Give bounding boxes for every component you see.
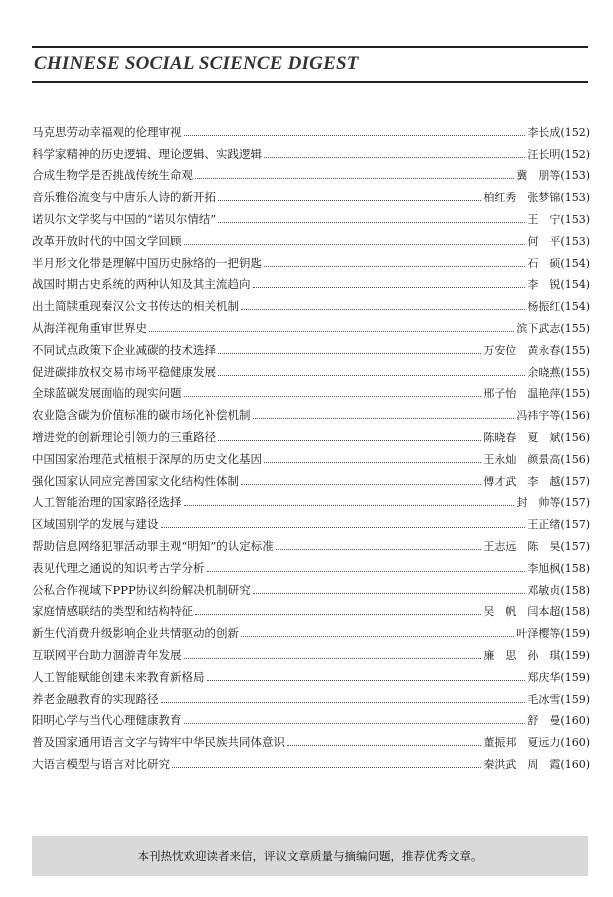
toc-entry-title: 普及国家通用语言文字与铸牢中华民族共同体意识 [32,735,285,750]
header-top-rule [32,46,588,48]
toc-entry [32,336,590,358]
toc-entry-title: 家庭情感联结的类型和结构特征 [32,604,193,619]
toc-dot-leader [207,571,526,572]
toc-entry-author-page: 李旭枫(158) [527,561,590,575]
toc-entry-title: 音乐雅俗流变与中唐乐人诗的新开拓 [32,190,216,205]
toc-dot-leader [218,353,481,354]
toc-dot-leader [184,244,526,245]
toc-entry [32,576,590,598]
toc-entry [32,663,590,685]
toc-dot-leader [207,680,526,681]
toc-dot-leader [195,178,514,179]
toc-dot-leader [149,331,514,332]
toc-entry-title: 战国时期古史系统的两种认知及其主流趋向 [32,277,251,292]
toc-dot-leader [184,723,526,724]
toc-entry-author-page: 李长成(152) [527,125,590,139]
toc-entry [32,467,590,489]
toc-entry [32,358,590,380]
toc-entry-title: 从海洋视角重审世界史 [32,320,147,335]
toc-entry [32,292,590,314]
toc-entry-title: 科学家精神的历史逻辑、理论逻辑、实践逻辑 [32,146,262,161]
toc-entry-author-page: 李 锐(154) [527,278,590,292]
toc-entry-title: 马克思劳动幸福观的伦理审视 [32,124,182,139]
toc-dot-leader [276,549,482,550]
toc-entry-author-page: 石 硕(154) [527,256,590,270]
toc-entry-author-page: 汪长明(152) [527,147,590,161]
toc-entry-title: 区域国别学的发展与建设 [32,517,159,532]
toc-dot-leader [241,636,514,637]
toc-entry-author-page: 余晓燕(155) [527,365,590,379]
toc-entry [32,205,590,227]
toc-entry-author-page: 邓敏贞(158) [527,583,590,597]
toc-entry [32,162,590,184]
toc-entry-title: 养老金融教育的实现路径 [32,691,159,706]
toc-entry [32,641,590,663]
toc-entry-title: 增进党的创新理论引领力的三重路径 [32,429,216,444]
toc-entry [32,619,590,641]
toc-entry [32,118,590,140]
toc-entry-title: 人工智能赋能创建未来教育新格局 [32,669,205,684]
toc-entry [32,401,590,423]
toc-entry-author-page: 邢子怡 温艳萍(155) [483,387,590,401]
toc-entry [32,685,590,707]
toc-entry [32,380,590,402]
toc-entry-title: 半月形文化带是理解中国历史脉络的一把钥匙 [32,255,262,270]
toc-entry-author-page: 冀 朋等(153) [516,169,590,183]
toc-entry-author-page: 吴 帆 闫本超(158) [483,605,590,619]
toc-entry-author-page: 傅才武 李 越(157) [483,474,590,488]
toc-entry [32,271,590,293]
toc-entry [32,750,590,772]
toc-dot-leader [161,702,526,703]
toc-dot-leader [218,440,481,441]
toc-entry-title: 不同试点政策下企业减碳的技术选择 [32,342,216,357]
toc-entry-author-page: 滨下武志(155) [516,321,590,335]
toc-dot-leader [264,157,525,158]
toc-entry-author-page: 杨振红(154) [527,300,590,314]
toc-entry-author-page: 董振邦 夏远力(160) [483,736,590,750]
toc-entry-title: 公私合作视域下PPP协议纠纷解决机制研究 [32,582,251,597]
toc-dot-leader [218,222,525,223]
toc-dot-leader [264,462,481,463]
toc-entry-title: 强化国家认同应完善国家文化结构性体制 [32,473,239,488]
toc-entry-author-page: 何 平(153) [527,234,590,248]
toc-entry [32,707,590,729]
toc-entry [32,532,590,554]
toc-entry-author-page: 封 帅等(157) [516,496,590,510]
toc-entry [32,445,590,467]
toc-entry [32,249,590,271]
toc-dot-leader [184,396,482,397]
toc-dot-leader [195,614,481,615]
toc-entry-title: 全球蓝碳发展面临的现实问题 [32,386,182,401]
table-of-contents [32,118,590,772]
toc-entry-author-page: 叶泽樱等(159) [516,627,590,641]
toc-entry-title: 诺贝尔文学奖与中国的“诺贝尔情结” [32,211,217,226]
toc-dot-leader [161,527,526,528]
footer-notice-band [32,836,588,876]
toc-entry-title: 合成生物学是否挑战传统生命观 [32,168,193,183]
toc-entry-author-page: 王志远 陈 昊(157) [483,539,590,553]
toc-dot-leader [172,767,481,768]
toc-dot-leader [218,200,481,201]
journal-title: CHINESE SOCIAL SCIENCE DIGEST [34,53,359,74]
toc-entry-author-page: 毛冰雪(159) [527,692,590,706]
toc-entry [32,489,590,511]
toc-entry-title: 帮助信息网络犯罪活动罪主观“明知”的认定标准 [32,538,274,553]
toc-entry [32,554,590,576]
toc-entry [32,183,590,205]
toc-dot-leader [253,593,526,594]
toc-entry [32,314,590,336]
toc-entry [32,140,590,162]
toc-entry-author-page: 郑庆华(159) [527,670,590,684]
toc-entry-title: 新生代消费升级影响企业共情驱动的创新 [32,626,239,641]
toc-entry-title: 中国国家治理范式植根于深厚的历史文化基因 [32,451,262,466]
toc-entry-author-page: 万安位 黄永春(155) [483,343,590,357]
toc-dot-leader [253,287,526,288]
toc-dot-leader [264,266,525,267]
toc-dot-leader [184,658,482,659]
toc-dot-leader [218,375,525,376]
footer-notice-text: 本刊热忱欢迎读者来信，评议文章质量与摘编问题，推荐优秀文章。 [137,849,483,863]
toc-entry-title: 出土简牍重现秦汉公文书传达的相关机制 [32,299,239,314]
toc-dot-leader [241,484,481,485]
toc-entry-author-page: 秦洪武 周 霞(160) [483,757,590,771]
toc-entry-title: 大语言模型与语言对比研究 [32,756,170,771]
toc-entry-title: 促进碳排放权交易市场平稳健康发展 [32,364,216,379]
toc-entry-author-page: 陈晓春 夏 斌(156) [483,430,590,444]
header-bottom-rule [32,81,588,83]
toc-entry [32,423,590,445]
toc-dot-leader [253,418,515,419]
toc-entry-title: 表见代理之通说的知识考古学分析 [32,560,205,575]
toc-entry-author-page: 王正绪(157) [527,518,590,532]
toc-entry-author-page: 舒 曼(160) [527,714,590,728]
toc-dot-leader [184,135,526,136]
toc-dot-leader [287,745,481,746]
toc-entry-title: 改革开放时代的中国文学回顾 [32,233,182,248]
toc-entry-title: 人工智能治理的国家路径选择 [32,495,182,510]
toc-entry [32,510,590,532]
toc-entry-author-page: 柏红秀 张梦锦(153) [483,191,590,205]
toc-entry [32,227,590,249]
toc-dot-leader [184,505,515,506]
toc-entry-title: 阳明心学与当代心理健康教育 [32,713,182,728]
toc-entry-author-page: 王 宁(153) [527,212,590,226]
toc-entry-title: 农业隐含碳为价值标准的碳市场化补偿机制 [32,408,251,423]
toc-entry-author-page: 廉 思 孙 琪(159) [483,648,590,662]
toc-entry [32,728,590,750]
toc-entry [32,598,590,620]
toc-dot-leader [241,309,525,310]
toc-entry-author-page: 冯祎宇等(156) [516,409,590,423]
toc-entry-author-page: 王永灿 颜景高(156) [483,452,590,466]
toc-entry-title: 互联网平台助力涸游青年发展 [32,647,182,662]
